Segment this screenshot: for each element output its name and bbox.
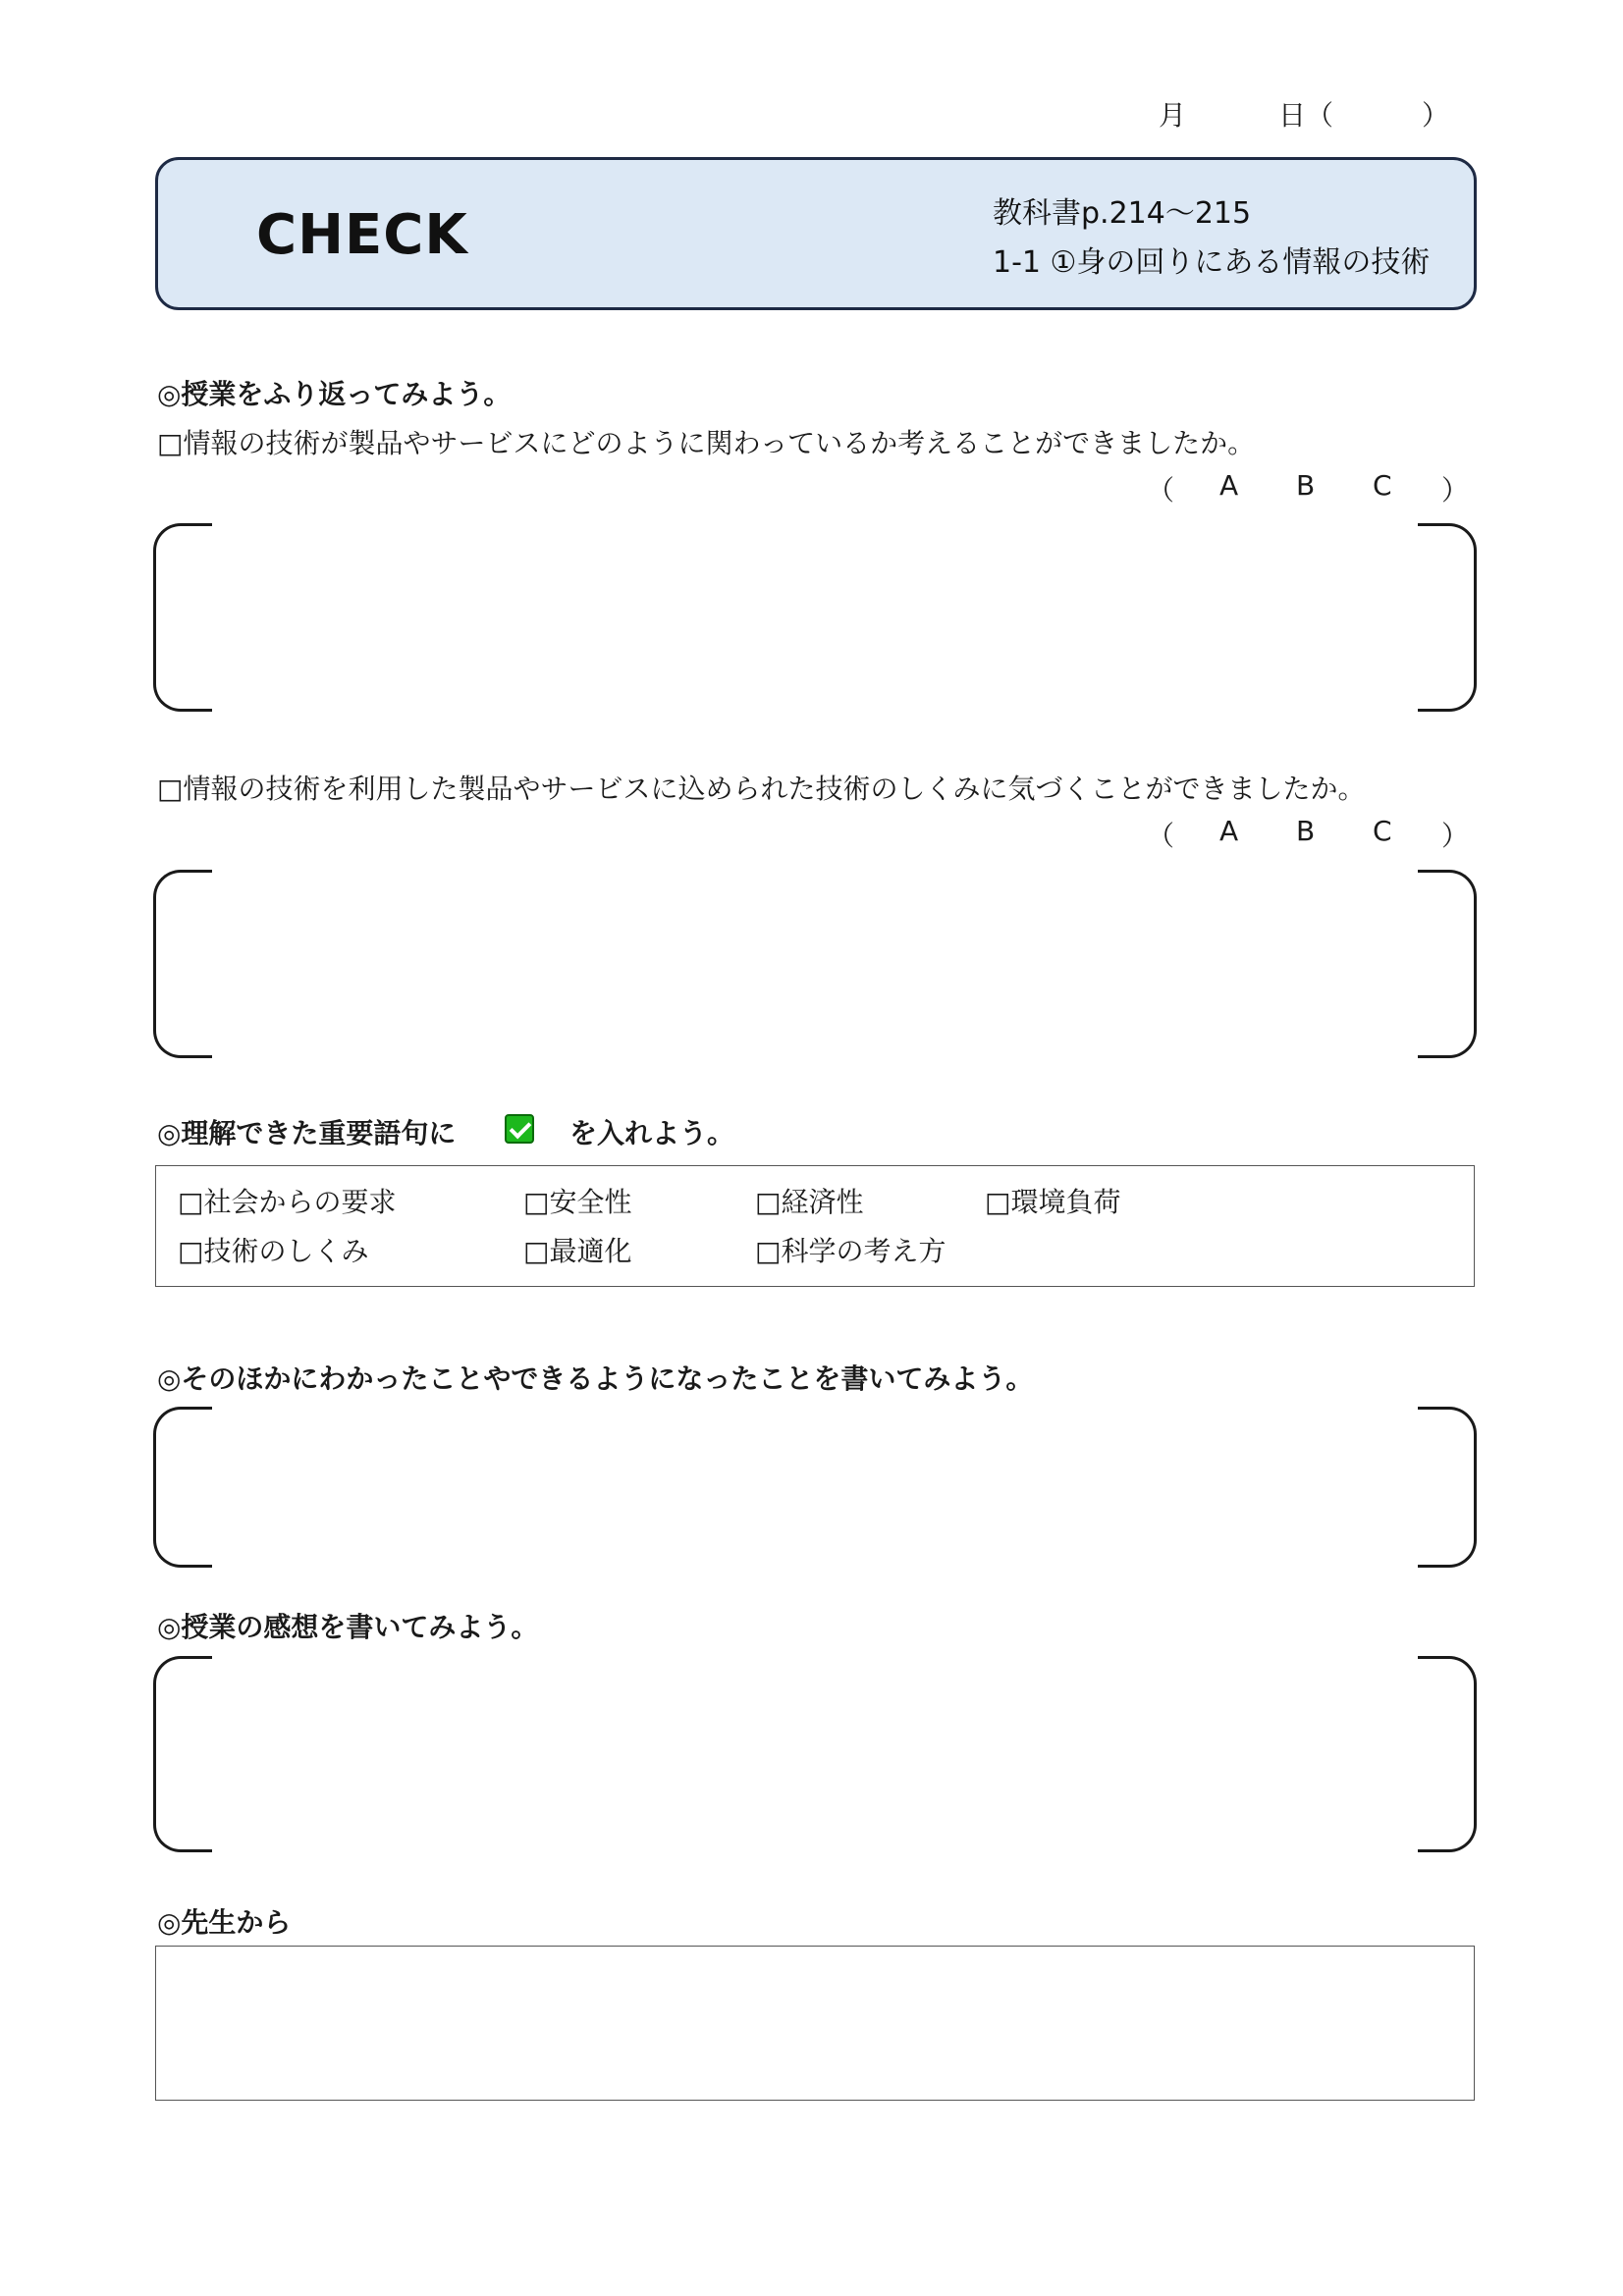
rating-open: （ [1147,474,1175,507]
lesson-title: 1-1 ①身の回りにある情報の技術 [993,245,1431,280]
question-1[interactable]: □情報の技術が製品やサービスにどのように関わっているか考えることができましたか。 [157,427,1256,459]
rating-close: ） [1441,820,1470,852]
answer-box-4[interactable] [153,1656,1477,1852]
textbook-ref: 教科書p.214～215 [993,196,1252,231]
teacher-heading: ◎先生から [157,1906,292,1939]
left-bracket [153,870,212,1058]
term-technology-mechanism[interactable]: □技術のしくみ [178,1235,369,1267]
left-bracket [153,1656,212,1852]
rating-b[interactable]: B [1296,469,1316,502]
key-terms-heading-after: を入れよう。 [569,1117,735,1149]
rating-2[interactable] [1147,815,1471,852]
date-day: 日（ [1278,99,1334,132]
term-economy[interactable]: □経済性 [755,1186,864,1218]
key-terms-box [155,1165,1475,1287]
answer-box-3[interactable] [153,1407,1477,1568]
date-close: ） [1422,99,1450,132]
rating-a[interactable]: A [1219,469,1239,502]
rating-b[interactable]: B [1296,815,1316,847]
key-terms-heading [157,1112,746,1148]
rating-open: （ [1147,820,1175,852]
term-social-demand[interactable]: □社会からの要求 [178,1186,397,1218]
left-bracket [153,523,212,712]
header-box [155,157,1477,310]
reflection-heading: ◎授業をふり返ってみよう。 [157,378,512,410]
term-safety[interactable]: □安全性 [523,1186,632,1218]
page-title: CHECK [256,203,468,267]
right-bracket [1418,1656,1477,1852]
rating-close: ） [1441,474,1470,507]
teacher-comment-box [155,1946,1475,2101]
date-month: 月 [1159,99,1187,132]
answer-box-1[interactable] [153,523,1477,712]
right-bracket [1418,1407,1477,1568]
right-bracket [1418,523,1477,712]
header-reference [993,189,1430,288]
impressions-heading: ◎授業の感想を書いてみよう。 [157,1611,539,1643]
key-terms-heading-before: ◎理解できた重要語句に [157,1117,457,1149]
rating-a[interactable]: A [1219,815,1239,847]
right-bracket [1418,870,1477,1058]
rating-1[interactable] [1147,469,1471,507]
green-checkbox-icon [505,1114,534,1144]
answer-box-2[interactable] [153,870,1477,1058]
rating-c[interactable]: C [1373,815,1392,847]
term-environmental-load[interactable]: □環境負荷 [985,1186,1121,1218]
term-scientific-thinking[interactable]: □科学の考え方 [755,1235,947,1267]
term-optimization[interactable]: □最適化 [523,1235,632,1267]
rating-c[interactable]: C [1373,469,1392,502]
left-bracket [153,1407,212,1568]
question-2[interactable]: □情報の技術を利用した製品やサービスに込められた技術のしくみに気づくことができましたか。 [157,773,1366,805]
other-learnings-heading: ◎そのほかにわかったことやできるようになったことを書いてみよう。 [157,1362,1034,1395]
